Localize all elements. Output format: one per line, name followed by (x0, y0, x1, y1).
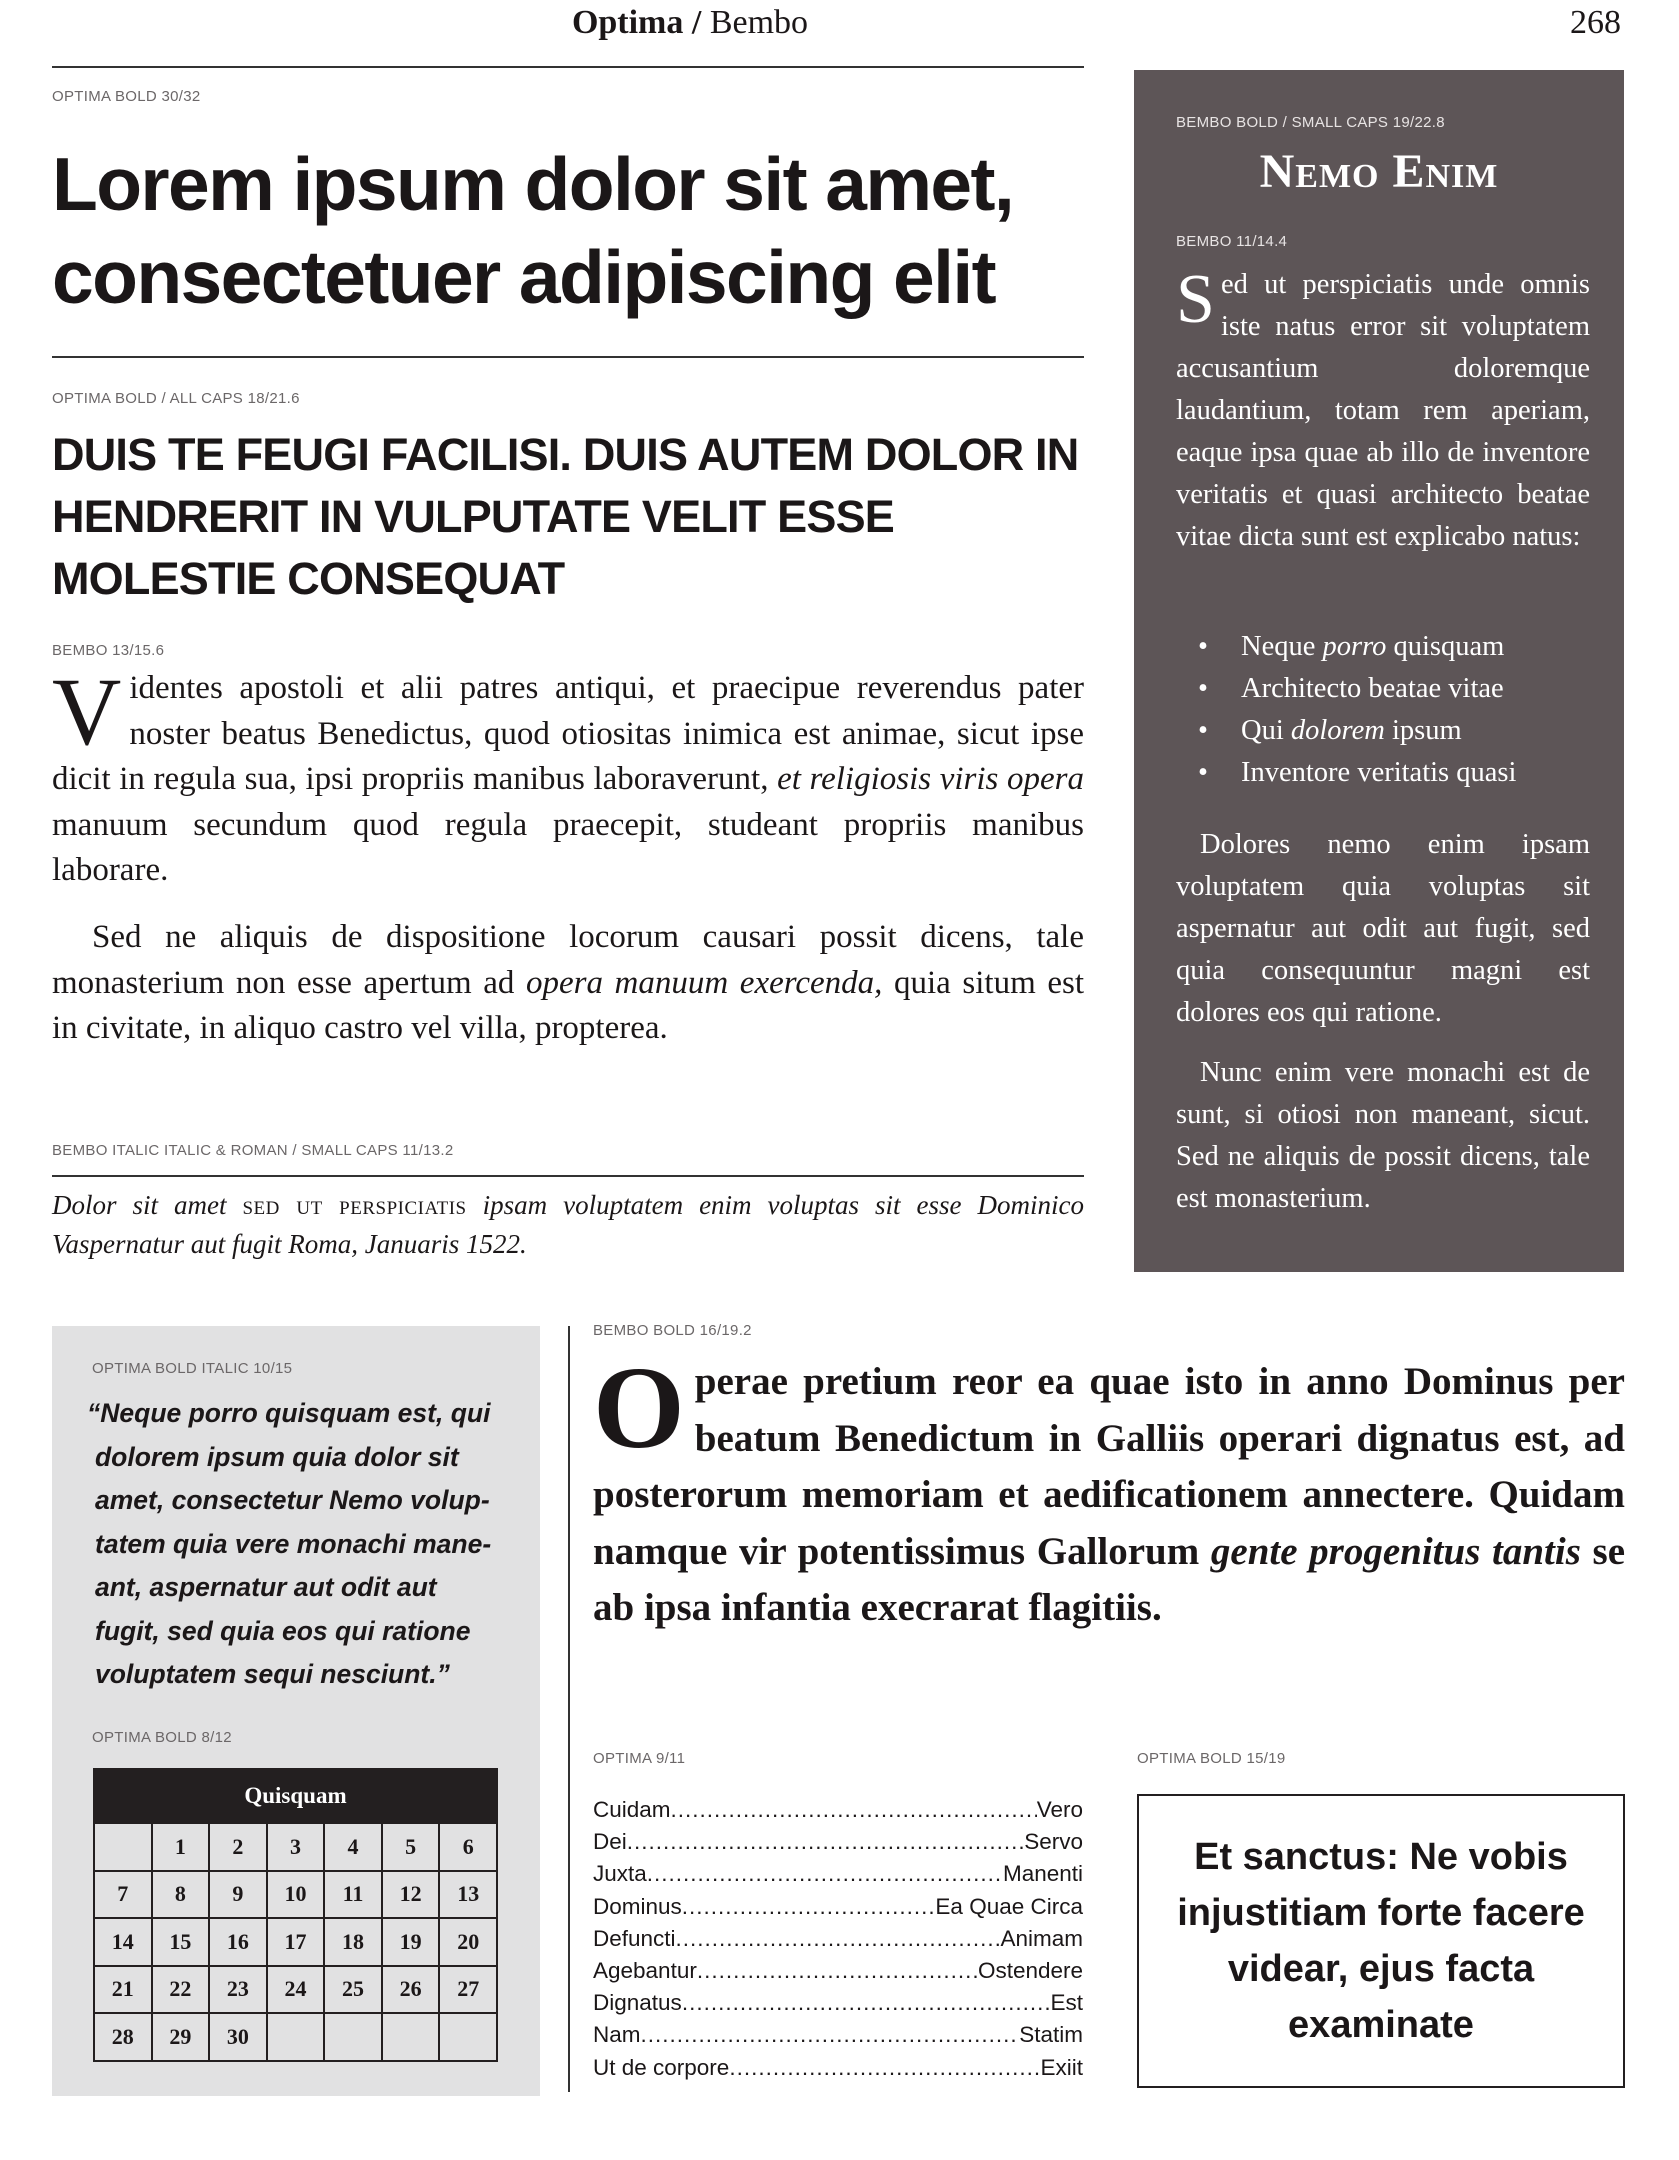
calendar-cell: 12 (382, 1871, 440, 1919)
caption-rule (52, 1175, 1084, 1177)
quote-line: tatem quia vere monachi mane- (95, 1528, 492, 1559)
sidebar-paragraph-1 (1176, 261, 1590, 558)
list-item-text-end: quisquam (1393, 631, 1505, 662)
para1-text-end: manuum secundum quod regula praecepit, studeant propriis manibus laborare. (52, 806, 1084, 888)
sidebar-drop-cap: S (1176, 261, 1215, 338)
spec-sidebar-title: BEMBO BOLD / SMALL CAPS 19/22.8 (1176, 114, 1445, 131)
calendar-cell: 22 (152, 1966, 210, 2014)
calendar-cell: 16 (209, 1918, 267, 1966)
calendar-cell: 6 (439, 1823, 497, 1871)
spec-quote: OPTIMA BOLD ITALIC 10/15 (92, 1360, 293, 1377)
toc-leader-dots (697, 1955, 978, 1987)
sidebar-paragraph-2: Dolores nemo enim ipsam voluptatem quia voluptas sit aspernatur aut odit aut fugit, sed quia consequuntur magni est dolores eos qui ratione. (1176, 829, 1590, 1028)
sidebar-p1-text: ed ut perspiciatis unde omnis iste natus error sit voluptatem accusantium doloremque laudantium, totam rem aperiam, eaque ipsa quae ab illo de inventore veritatis et quasi architecto beatae vitae dicta sunt est explicabo natus: (1176, 269, 1590, 552)
sidebar-bullet-list (1176, 626, 1590, 794)
toc-row (593, 1923, 1083, 1955)
spec-caption: BEMBO ITALIC ITALIC & ROMAN / SMALL CAPS 11/13.2 (52, 1142, 454, 1159)
para2-text: Sed ne aliquis de dispositione locorum causari possit dicens, tale monasterium non esse apertum ad (52, 919, 1084, 1001)
drop-cap: V (52, 658, 122, 765)
caption-italic: Dolor sit amet (52, 1190, 227, 1220)
toc-leader-dots (647, 1858, 1003, 1890)
spec-h1: OPTIMA BOLD 30/32 (52, 88, 201, 105)
page-number: 268 (1570, 4, 1621, 41)
list-item (1176, 710, 1590, 752)
spec-toc: OPTIMA 9/11 (593, 1750, 686, 1767)
calendar-cell: 17 (267, 1918, 325, 1966)
subheading-caps: DUIS TE FEUGI FACILISI. DUIS AUTEM DOLOR IN HENDRERIT IN VULPUTATE VELIT ESSE MOLESTIE CONSEQUAT (52, 429, 1079, 604)
bold-paragraph (593, 1342, 1626, 1637)
framed-quote-text: Et sanctus: Ne vobis injustitiam forte facere videar, ejus facta examinate (1177, 1836, 1585, 2046)
header-rule (52, 66, 1084, 68)
calendar-cell: 7 (94, 1871, 152, 1919)
toc-entry-right: Est (1050, 1990, 1083, 2016)
calendar-cell: 1 (152, 1823, 210, 1871)
calendar-cell (324, 2013, 382, 2061)
toc-entry-left: Ut de corpore (593, 2054, 730, 2080)
para2-text-end: quia situm est in civitate, in aliquo castro vel villa, propterea. (52, 964, 1085, 1046)
toc-list (593, 1794, 1083, 2084)
framed-quote-box (1137, 1794, 1625, 2088)
list-item (1176, 752, 1590, 794)
calendar-cell: 19 (382, 1918, 440, 1966)
calendar-cell: 14 (94, 1918, 152, 1966)
calendar-cell: 29 (152, 2013, 210, 2061)
calendar-cell: 11 (324, 1871, 382, 1919)
calendar-cell: 20 (439, 1918, 497, 1966)
list-item-text: Qui (1241, 715, 1284, 746)
para2-italic: opera manuum exercenda, (525, 964, 883, 1001)
para1-text: identes apostoli et alii patres antiqui, et praecipue reverendus pater noster beatus Benedictus, quod otiositas inimica est animae, sicut ipse dicit in regula sua, ipsi propriis manibus laboraverunt, (52, 670, 1084, 797)
toc-entry-right: Exiit (1040, 2054, 1083, 2080)
calendar-cell: 9 (209, 1871, 267, 1919)
calendar-cell: 21 (94, 1966, 152, 2014)
calendar-cell: 13 (439, 1871, 497, 1919)
calendar-cell: 18 (324, 1918, 382, 1966)
toc-entry-right: Servo (1024, 1829, 1083, 1855)
spec-calendar: OPTIMA BOLD 8/12 (92, 1729, 232, 1746)
para1-italic: et religiosis viris opera (777, 761, 1084, 797)
sidebar-paragraph-3: Nunc enim vere monachi est de sunt, si otiosi non maneant, sicut. Sed ne aliquis de possit dicens, tale est monasterium. (1176, 1057, 1590, 1214)
calendar-cell: 8 (152, 1871, 210, 1919)
list-item-text: Inventore veritatis quasi (1241, 757, 1517, 788)
calendar-row (94, 1823, 497, 1871)
body-paragraph-1 (52, 658, 1084, 894)
bullet-icon: • (1198, 757, 1208, 788)
toc-leader-dots (641, 2019, 1020, 2051)
toc-entry-left: Dominus (593, 1893, 682, 1919)
calendar-cell: 5 (382, 1823, 440, 1871)
bullet-icon: • (1198, 715, 1208, 746)
toc-leader-dots (682, 1891, 936, 1923)
bullet-icon: • (1198, 673, 1208, 704)
list-item-italic: porro (1322, 631, 1387, 662)
list-item-text-end: ipsum (1391, 715, 1462, 746)
calendar-cell: 23 (209, 1966, 267, 2014)
toc-row (593, 1955, 1083, 1987)
running-header (0, 4, 1380, 42)
calendar-cell: 15 (152, 1918, 210, 1966)
toc-row (593, 1987, 1083, 2019)
toc-leader-dots (682, 1987, 1051, 2019)
calendar-cell (382, 2013, 440, 2061)
spec-body: BEMBO 13/15.6 (52, 642, 165, 659)
toc-leader-dots (671, 1794, 1037, 1826)
quote-panel (52, 1326, 540, 2096)
toc-entry-left: Dignatus (593, 1990, 682, 2016)
toc-entry-right: Ea Quae Circa (935, 1893, 1083, 1919)
calendar-cell (94, 1823, 152, 1871)
bold-text: perae pretium reor ea quae isto in anno Dominus per beatum Benedictum in Galliis operari dignatus est, ad posterorum memoriam et aedificationem annectere. Quidam namque vir potentissimus Gallorum (593, 1360, 1625, 1573)
toc-entry-left: Agebantur (593, 1957, 697, 1983)
calendar-title: Quisquam (94, 1769, 497, 1823)
toc-entry-left: Dei (593, 1829, 627, 1855)
calendar-cell: 4 (324, 1823, 382, 1871)
quote-line: “Neque porro quisquam est, qui (87, 1398, 491, 1428)
bold-italic: gente progenitus tantis (1210, 1529, 1581, 1573)
quote-line: amet, consectetur Nemo volup- (95, 1485, 490, 1515)
calendar-row (94, 1871, 497, 1919)
caption-italic-end: ipsam voluptatem enim voluptas sit esse Dominico Vaspernatur aut fugit Roma, Januaris 1522. (52, 1190, 1084, 1259)
toc-row (593, 1794, 1083, 1826)
calendar-cell: 25 (324, 1966, 382, 2014)
toc-leader-dots (627, 1826, 1024, 1858)
list-item-text: Architecto beatae vitae (1241, 673, 1504, 704)
calendar-cell: 10 (267, 1871, 325, 1919)
calendar-row (94, 1966, 497, 2014)
spec-sidebar-body: BEMBO 11/14.4 (1176, 233, 1288, 250)
caption (52, 1186, 1084, 1264)
toc-entry-left: Defuncti (593, 1925, 676, 1951)
toc-entry-left: Cuidam (593, 1797, 671, 1822)
calendar-body (94, 1823, 497, 2061)
main-heading: Lorem ipsum dolor sit amet, consectetuer adipiscing elit (52, 142, 1014, 319)
toc-leader-dots (676, 1923, 1001, 1955)
toc-leader-dots (729, 2052, 1040, 2084)
calendar-cell: 3 (267, 1823, 325, 1871)
sidebar-title: Nemo Enim (1259, 145, 1499, 198)
toc-entry-right: Ostendere (977, 1957, 1083, 1983)
list-item-text: Neque (1241, 631, 1316, 662)
list-item-italic: dolorem (1290, 715, 1385, 746)
calendar-cell: 30 (209, 2013, 267, 2061)
bold-text-end: se ab ipsa infantia execrarat flagitiis. (593, 1529, 1626, 1629)
calendar-row (94, 1918, 497, 1966)
toc-entry-right: Statim (1019, 2022, 1083, 2048)
quote-line: dolorem ipsum quia dolor sit (95, 1441, 459, 1472)
toc-row (593, 1891, 1083, 1923)
calendar-table (93, 1768, 498, 2062)
toc-row (593, 2052, 1083, 2084)
calendar-cell: 24 (267, 1966, 325, 2014)
toc-entry-right: Vero (1036, 1797, 1083, 1822)
toc-entry-left: Juxta (593, 1861, 647, 1887)
column-divider (568, 1326, 570, 2092)
sidebar-panel (1134, 70, 1624, 1272)
bullet-icon: • (1198, 631, 1208, 662)
body-paragraph-2 (52, 915, 1084, 1052)
toc-row (593, 1858, 1083, 1890)
calendar-cell: 27 (439, 1966, 497, 2014)
caption-small-caps: sed ut perspiciatis (242, 1190, 467, 1220)
toc-entry-right: Animam (1000, 1925, 1083, 1951)
header-title-bold: Optima / (571, 4, 702, 41)
calendar-cell: 2 (209, 1823, 267, 1871)
calendar-cell: 28 (94, 2013, 152, 2061)
list-item (1176, 626, 1590, 668)
bold-drop-cap: O (593, 1342, 685, 1473)
quote-line: ant, aspernatur aut odit aut (95, 1572, 437, 1602)
spec-h2: OPTIMA BOLD / ALL CAPS 18/21.6 (52, 390, 300, 407)
header-title-regular: Bembo (709, 4, 809, 41)
toc-row (593, 2019, 1083, 2051)
calendar-row (94, 2013, 497, 2061)
calendar-cell: 26 (382, 1966, 440, 2014)
spec-framed: OPTIMA BOLD 15/19 (1137, 1750, 1286, 1767)
pull-quote (87, 1392, 507, 1697)
toc-entry-right: Manenti (1002, 1861, 1083, 1887)
quote-line: fugit, sed quia eos qui ratione (95, 1615, 471, 1646)
toc-entry-left: Nam (593, 2022, 641, 2048)
calendar-cell (439, 2013, 497, 2061)
heading-rule (52, 356, 1084, 358)
toc-row (593, 1826, 1083, 1858)
spec-bold-block: BEMBO BOLD 16/19.2 (593, 1322, 752, 1339)
calendar-cell (267, 2013, 325, 2061)
quote-line: voluptatem sequi nesciunt.” (95, 1659, 450, 1689)
list-item (1176, 668, 1590, 710)
